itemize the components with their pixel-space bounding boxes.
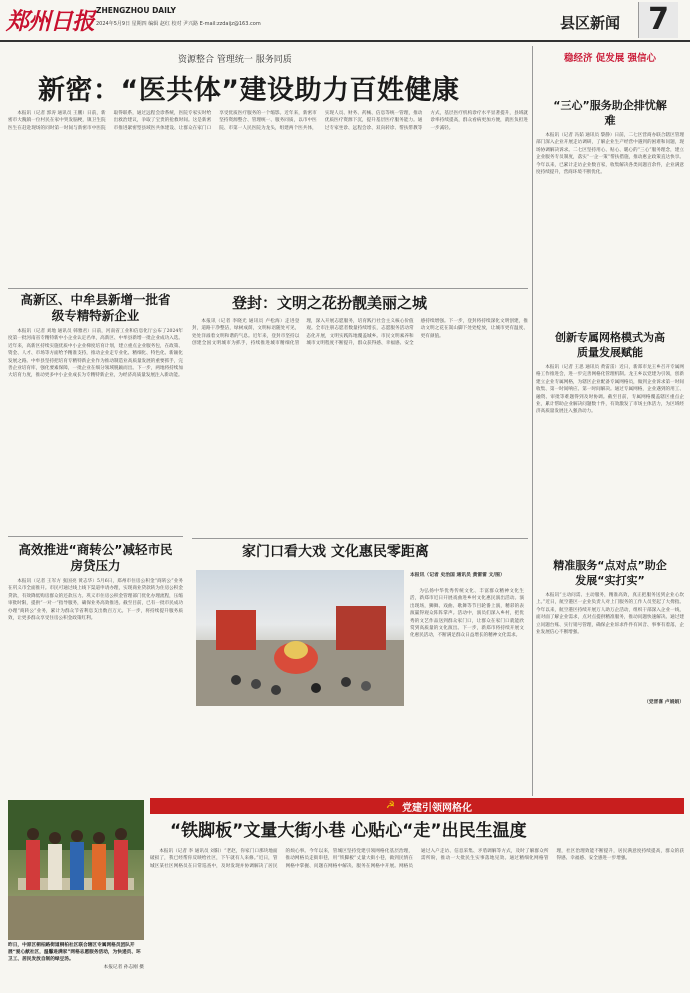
story-opera-byline: 本报讯（记者 史治国 通讯员 黄雷雷 文/图） — [410, 573, 505, 578]
bottom-story-text: 本报讯（记者 李 通讯员 刘阳）“老赵，你家门口那块地面破损了，我已经帮你反映给社区，下午就有人来修。”近日，管城区某社区网格员在日常巡查中，及时发现并协调解决了居民的烦心事。今年以来，管城区坚持党建引领网格化基层治理，推动网格员走街串巷，用“铁脚板”丈量大街小巷，做到民情在网格中掌握、问题在网格中解决、服务在网格中开展。网格员通过入户走访、信息采集、矛盾调解等方式，及时了解群众所需所盼，推动一大批民生实事落地见效。通过精细化网格管理，社区治理效能不断提升，居民满意度持续提高，群众的获得感、幸福感、安全感进一步增强。 — [150, 849, 684, 869]
opera-photo-illustration — [196, 570, 404, 706]
story-housing-fund-headline: 高效推进“商转公”减轻市民房贷压力 — [18, 542, 173, 573]
right-s1-headline: “三心”服务助企排忧解难 — [553, 99, 667, 127]
story-high-tech-headline: 高新区、中牟县新增一批省级专精特新企业 — [20, 292, 171, 323]
right-column — [536, 46, 684, 796]
story-opera-body — [410, 588, 524, 782]
right-s3-signature: （党晋喜 卢娟娟） — [643, 700, 684, 705]
section-title: 县区新闻 — [560, 14, 621, 32]
story-opera-text: 为弘扬中华优秀传统文化、丰富群众精神文化生活，新郑市近日开展戏曲进乡村文化惠民演出活动。演出现场，狮舞、戏曲、歌舞等节目轮番上演，精彩的表演赢得观众阵阵掌声。活动中，演员们深入乡村，把优秀的文艺作品送到群众家门口，让群众在家门口就能欣赏到高质量的文化演出。下一步，新郑市将持续开展文化惠民活动，不断满足群众日益增长的精神文化需求。 — [410, 589, 524, 639]
bottom-story-body — [150, 848, 684, 984]
bottom-photo-credit: 本报记者 孙志刚 摄 — [103, 965, 144, 970]
right-s1-text: 本报讯（记者 冯茹 通讯员 黎静）日前，二七区营商办联合辖区管理部门深入企业开展走访调研，了解企业生产经营中遇到的困难和问题，现场协调解决诉求。二七区坚持用心、贴心、暖心的“三心”服务理念，建立企业服务专员制度，落实“一企一策”帮扶措施，推动惠企政策直达快享。今年以来，已累计走访企业数百家，收集解决各类问题百余件，企业满意度持续提升，营商环境不断优化。 — [536, 133, 684, 176]
page-number — [638, 2, 678, 38]
right-slogan: 稳经济 促发展 强信心 — [563, 53, 657, 64]
story-high-tech — [8, 292, 183, 532]
right-s2-text: 本报讯（记者 王思 通讯员 黄雷雷）近日，新郑市龙王乡召开专属网格工作推进会，进一步完善网格化管理机制。龙王乡以党建为引领，创新建立企业专属网格，为辖区企业配备专属网格员，做到企业诉求第一时间收集、第一时间响应、第一时间解决。通过专属网格，企业遇到的用工、融资、审批等难题得到及时协调。截至目前，专属网格覆盖辖区重点企业，累计帮助企业解决问题数十件，有效激发了市场主体活力，为区域经济高质量发展注入强劲动力。 — [536, 365, 684, 415]
column-divider — [532, 46, 533, 796]
issue-info: 2024年5月9日 星期四 编辑 赵红 校对 尹兴路 E-mail:zzdaijz@163.com — [96, 21, 261, 27]
story-dengfeng-body — [192, 318, 528, 530]
right-s2-body — [536, 364, 684, 550]
bottom-photo-caption — [8, 942, 144, 971]
right-s1-body — [536, 132, 684, 322]
right-s3-text: 本报讯“主动问需、主动服务，精准高效，真正把服务送到企业心坎上。”近日，航空港区一企业负责人对上门服务的工作人员竖起了大拇指。今年以来，航空港区持续开展万人助万企活动，组织干部深入企业一线，面对面了解企业需求，点对点提供精准服务，推动问题快速解决。通过建立问题台账、实行销号管理，确保企业诉求件件有回音、事事有着落，企业发展信心不断增强。 — [536, 593, 684, 636]
right-s2-headline: 创新专属网格模式为高质量发展赋能 — [555, 331, 665, 359]
story-dengfeng — [192, 292, 528, 536]
paper-logo: 郑州日报 — [6, 8, 94, 35]
story-high-tech-body — [8, 328, 183, 528]
divider — [8, 536, 183, 537]
top-story — [8, 48, 528, 286]
masthead — [0, 0, 690, 42]
story-dengfeng-text: 本报讯（记者 李晓光 通讯员 卢松海）走进登封，道路干净整洁，绿树成荫，文明标语随处可见，处处洋溢着文明和谐的气息。近年来，登封市坚持以创建全国文明城市为抓手，持续推进城市精细化管理，深入开展志愿服务，培育践行社会主义核心价值观。全市注册志愿者数量持续增长，志愿服务活动常态化开展，文明实践阵地覆盖城乡。市民文明素养和城市文明程度不断提升，群众获得感、幸福感、安全感持续增强。下一步，登封将持续深化文明创建，推动文明之花在嵩山脚下处处绽放，让城市更有温度、更有颜值。 — [192, 319, 528, 347]
top-story-text: 本报讯（记者 郭涛 通讯员 王鹏）日前，新密市大隗镇一位村民在家中突发脑梗，镇卫生院医生在赶赴现场的同时第一时间与新密市中医院取得联系，通过远程会诊系统，医院专家实时给出救治建议，争取了宝贵的抢救时间。这是新密市推进紧密型县域医共体建设、让群众在家门口享受优质医疗服务的一个缩影。近年来，新密市坚持资源整合、管理统一、服务同质，以市中医院、市第一人民医院为龙头，组建两个医共体，实现人员、财务、药械、信息等统一管理，推动优质医疗资源下沉，提升基层医疗服务能力。通过专家坐诊、远程会诊、双向转诊、帮扶带教等方式，基层医疗机构诊疗水平显著提升，县域就诊率持续提高，群众看病更加方便，就医负担进一步减轻。 — [8, 111, 528, 131]
story-housing-fund-body — [8, 578, 183, 792]
bottom-story — [150, 818, 684, 988]
paper-name-en: ZHENGZHOU DAILY — [96, 6, 176, 15]
story-opera-headline: 家门口看大戏 文化惠民零距离 — [242, 544, 429, 560]
top-story-kicker: 资源整合 管理统一 服务同质 — [178, 55, 292, 65]
party-banner-label: 党建引领网格化 — [402, 803, 472, 814]
story-high-tech-text: 本报讯（记者 刘地 通讯员 韩雅君）日前，河南省工业和信息化厅公布了2024年度第一批河南省专精特新中小企业认定名单，高新区、中牟县新增一批企业成功入选。近年来，高新区持续实施优质中小企业梯度培育计划，建立重点企业服务包，在政策、资金、人才、市场等方面给予精准支持，推动企业走专业化、精细化、特色化、新颖化发展之路。中牟县坚持把培育专精特新企业作为推动制造业高质量发展的重要抓手，完善企业培育库，强化要素保障，一批企业在细分领域脱颖而出。下一步，两地将持续加大培育力度，推动更多中小企业成长为专精特新企业，为经济高质量发展注入新动能。 — [8, 329, 183, 379]
story-opera — [192, 542, 528, 792]
story-dengfeng-headline: 登封：文明之花扮靓美丽之城 — [232, 294, 428, 312]
party-emblem-icon: ☭ — [386, 800, 395, 811]
opera-photo — [196, 570, 404, 706]
divider — [8, 288, 528, 289]
bottom-story-headline: “铁脚板”文量大街小巷 心贴心“走”出民生温度 — [170, 821, 527, 841]
bottom-photo-caption-text: 昨日，中原区桐柏路街道桐柏社区联合辖区专属网格员团队开展“爱心献社区，温馨进满家”网格志愿服务活动，为快递员、环卫工、居民发放自制的绿豆汤。 — [8, 943, 141, 962]
story-housing-fund-text: 本报讯（记者 王军方 张国亮 黄志华）5月6日，郑州市住房公积金“商转公”业务在巩义市全面推开。市民可通过线上线下渠道申请办理，实现商业贷款转为住房公积金贷款，有效降低购房群众的还款压力。巩义市住房公积金管理部门优化办理流程，压缩审批时限，提供“一对一”指导服务，确保业务高效推进。截至目前，已有一批市民成功办理“商转公”业务，累计为群众节省利息支出数百万元。下一步，将持续提升服务质效，让更多群众享受住房公积金政策红利。 — [8, 579, 183, 622]
bottom-photo-illustration — [8, 800, 144, 940]
bottom-photo — [8, 800, 144, 940]
party-banner — [150, 798, 684, 814]
divider — [192, 538, 528, 539]
page-number-digit: 7 — [648, 2, 669, 37]
right-s3-body — [536, 592, 684, 696]
right-s3-headline: 精准服务“点对点”助企发展“实打实” — [553, 559, 667, 587]
story-housing-fund — [8, 542, 183, 792]
top-story-headline: 新密：“医共体”建设助力百姓健康 — [38, 75, 460, 106]
top-story-body — [8, 110, 528, 285]
